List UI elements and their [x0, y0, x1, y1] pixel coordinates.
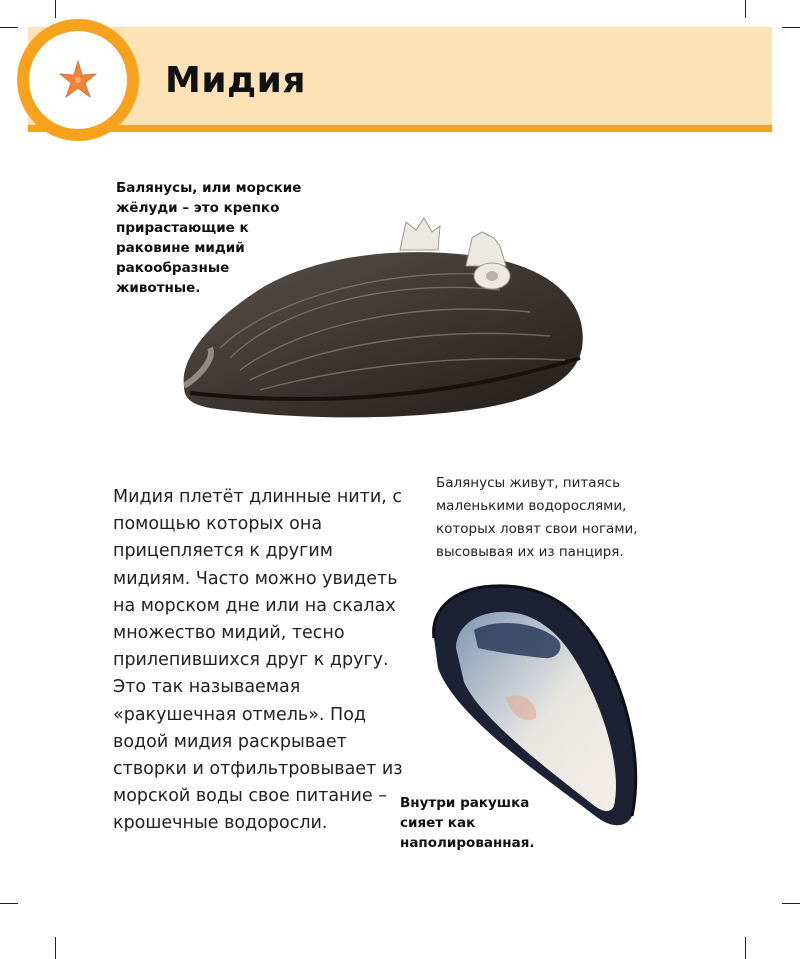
page-title: Мидия: [165, 60, 306, 101]
title-badge-inner: [29, 31, 127, 129]
crop-mark: [0, 27, 18, 28]
crop-mark: [782, 903, 800, 904]
barnacle: [400, 218, 440, 250]
crop-mark: [745, 0, 746, 18]
body-paragraph: Мидия плетёт длинные нити, с помощью которых она прицепляется к другим мидиям. Часто можно увидеть на морском дне или на скалах множество мидий, тесно прилепившихся друг к другу. Это так называемая «ракушечная отмель». Под водой мидия раскрывает створки и отфильтровывает из морской воды свое питание – крошечные водоросли.: [113, 487, 403, 834]
header-rule: [28, 125, 772, 132]
header-band: [28, 27, 772, 127]
barnacle: [474, 263, 510, 289]
crop-mark: [55, 0, 56, 18]
crop-mark: [55, 937, 56, 959]
crop-mark: [745, 937, 746, 959]
starfish-icon: [57, 59, 99, 101]
inside-shell-caption: Внутри ракушка сияет как наполированная.: [400, 795, 535, 851]
barnacles-feeding-caption: Балянусы живут, питаясь маленькими водорослями, которых ловят свои ногами, высовывая их из панциря.: [436, 475, 638, 560]
crop-mark: [0, 903, 18, 904]
crop-mark: [782, 27, 800, 28]
barnacles-caption: Балянусы, или морские жёлуди – это крепко прирастающие к раковине мидий ракообразные животные.: [116, 180, 302, 296]
title-badge: [17, 19, 139, 141]
barnacle: [466, 232, 506, 266]
